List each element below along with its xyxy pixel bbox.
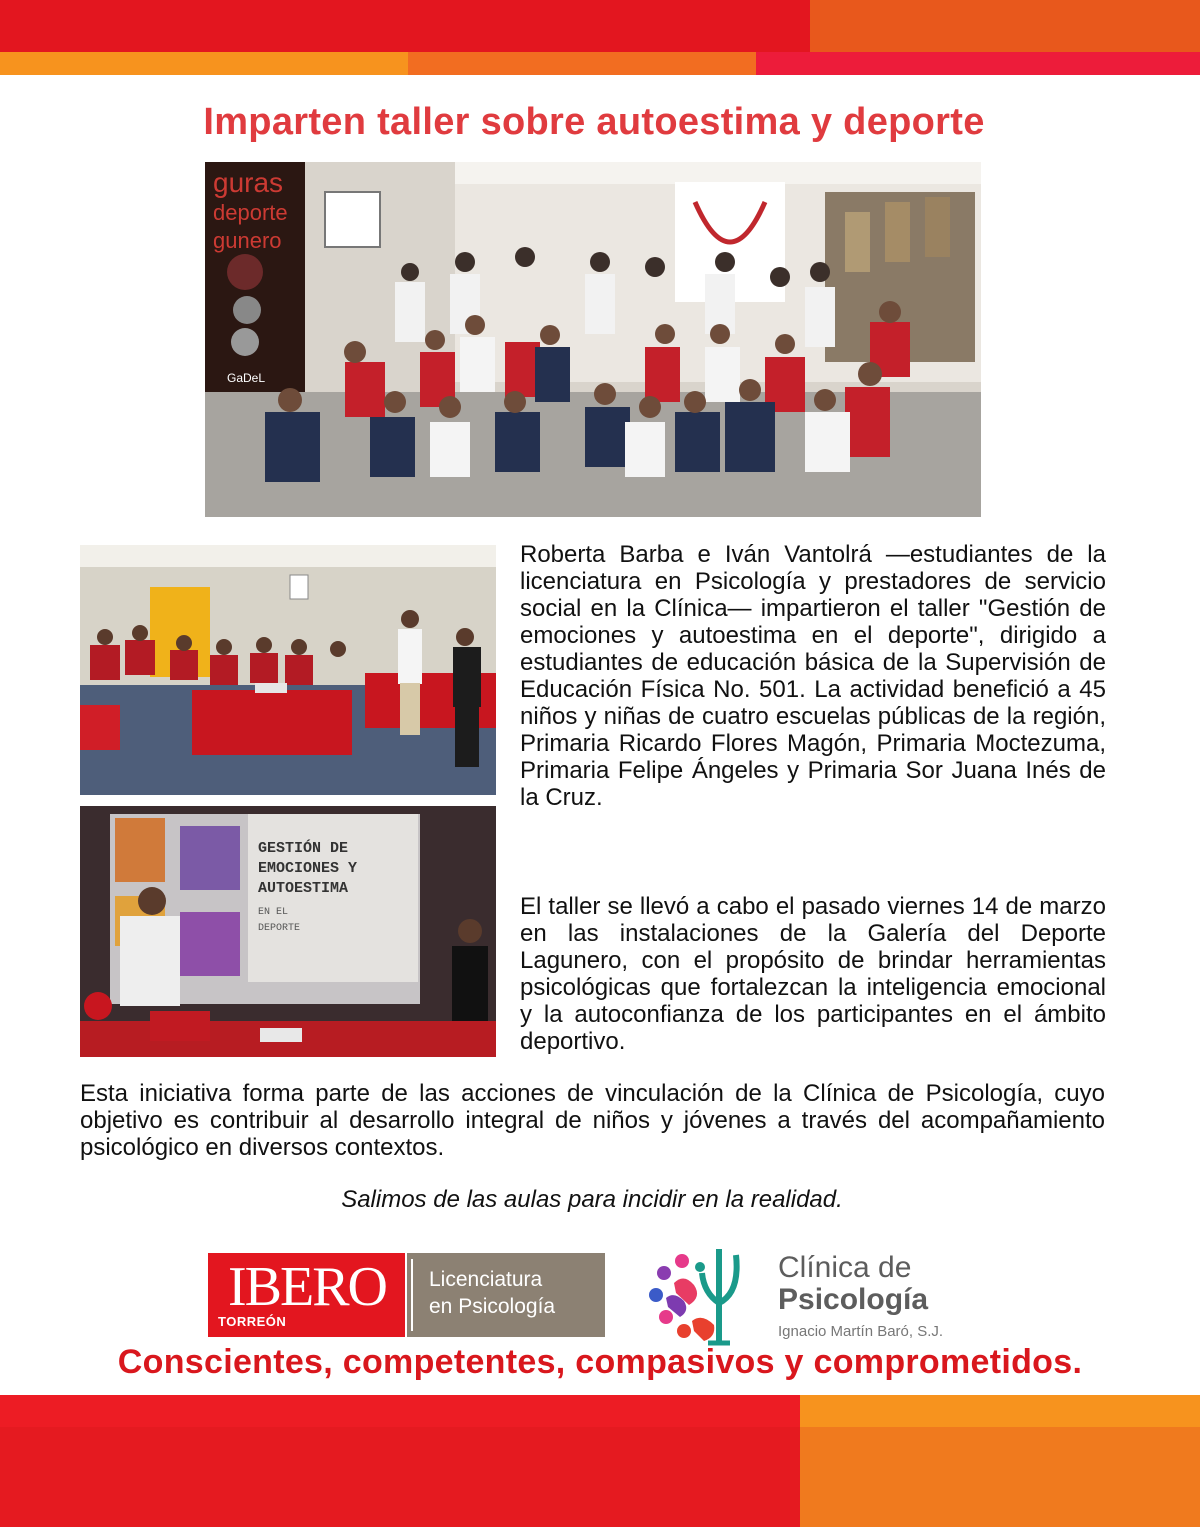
ibero-divider <box>411 1259 413 1331</box>
body-paragraph-2: El taller se llevó a cabo el pasado viernes 14 de marzo en las instalaciones de la Galería del Deporte Lagunero, con el propósito de brindar herramientas psicológicas que fortalezcan la inteligencia emocional y la autoconfianza de los participantes en el ámbito deportivo. <box>520 893 1106 1055</box>
ibero-campus: TORREÓN <box>218 1314 287 1329</box>
ibero-program-line-2: en Psicología <box>429 1295 556 1318</box>
ibero-program-block <box>407 1253 605 1337</box>
ibero-logo <box>208 1253 605 1337</box>
body-paragraph-1: Roberta Barba e Iván Vantolrá —estudiantes de la licenciatura en Psicología y prestadores de servicio social en la Clínica— impartieron el taller "Gestión de emociones y autoestima en el deporte", dirigido a estudiantes de educación básica de la Supervisión de Educación Física No. 501. La actividad benefició a 45 niños y niñas de cuatro escuelas públicas de la región, Primaria Ricardo Flores Magón, Primaria Moctezuma, Primaria Felipe Ángeles y Primaria Sor Juana Inés de la Cruz. <box>520 541 1106 811</box>
bottom-red-band <box>0 1427 800 1527</box>
banner-line-3: gunero <box>213 228 282 253</box>
ibero-wordmark: IBERO <box>228 1256 386 1318</box>
body-paragraph-3: Esta iniciativa forma parte de las acciones de vinculación de la Clínica de Psicología, cuyo objetivo es contribuir al desarrollo integral de niños y jóvenes a través del acompañamiento psicológico en diversos contextos. <box>80 1080 1105 1161</box>
clinica-logo <box>644 1243 994 1353</box>
top-stripe-pink <box>756 52 1200 75</box>
motto: Salimos de las aulas para incidir en la realidad. <box>341 1186 843 1213</box>
page-title: Imparten taller sobre autoestima y deporte <box>203 101 985 143</box>
workshop-room-photo <box>80 545 496 795</box>
banner-brand: GaDeL <box>227 371 266 385</box>
top-red-band <box>0 0 810 52</box>
slogan: Conscientes, competentes, compasivos y comprometidos. <box>117 1343 1083 1381</box>
clinica-line-2: Psicología <box>778 1283 929 1316</box>
group-photo <box>205 162 981 517</box>
clinica-line-1: Clínica de <box>778 1251 912 1284</box>
banner-line-1: guras <box>213 167 284 198</box>
clinica-line-3: Ignacio Martín Baró, S.J. <box>778 1323 944 1340</box>
ibero-logo-red-block <box>208 1253 405 1337</box>
presentation-slide-photo <box>80 806 496 1057</box>
slide-heading-2: EMOCIONES Y <box>258 860 358 877</box>
slide-subheading-2: DEPORTE <box>258 923 301 934</box>
top-orange-band <box>810 0 1200 52</box>
bottom-orange-band <box>800 1427 1200 1527</box>
psi-hearts-icon <box>644 1243 772 1351</box>
bottom-orange-stripe <box>800 1395 1200 1427</box>
ibero-program-label <box>429 1266 555 1320</box>
slide-subheading-1: EN EL <box>258 907 289 918</box>
banner-line-2: deporte <box>213 200 288 225</box>
top-stripe-orange <box>0 52 408 75</box>
slide-heading-3: AUTOESTIMA <box>258 880 349 897</box>
bottom-red-stripe <box>0 1395 800 1427</box>
top-stripe-darkorange <box>408 52 756 75</box>
slide-heading-1: GESTIÓN DE <box>258 840 349 857</box>
ibero-program-line-1: Licenciatura <box>429 1268 543 1291</box>
